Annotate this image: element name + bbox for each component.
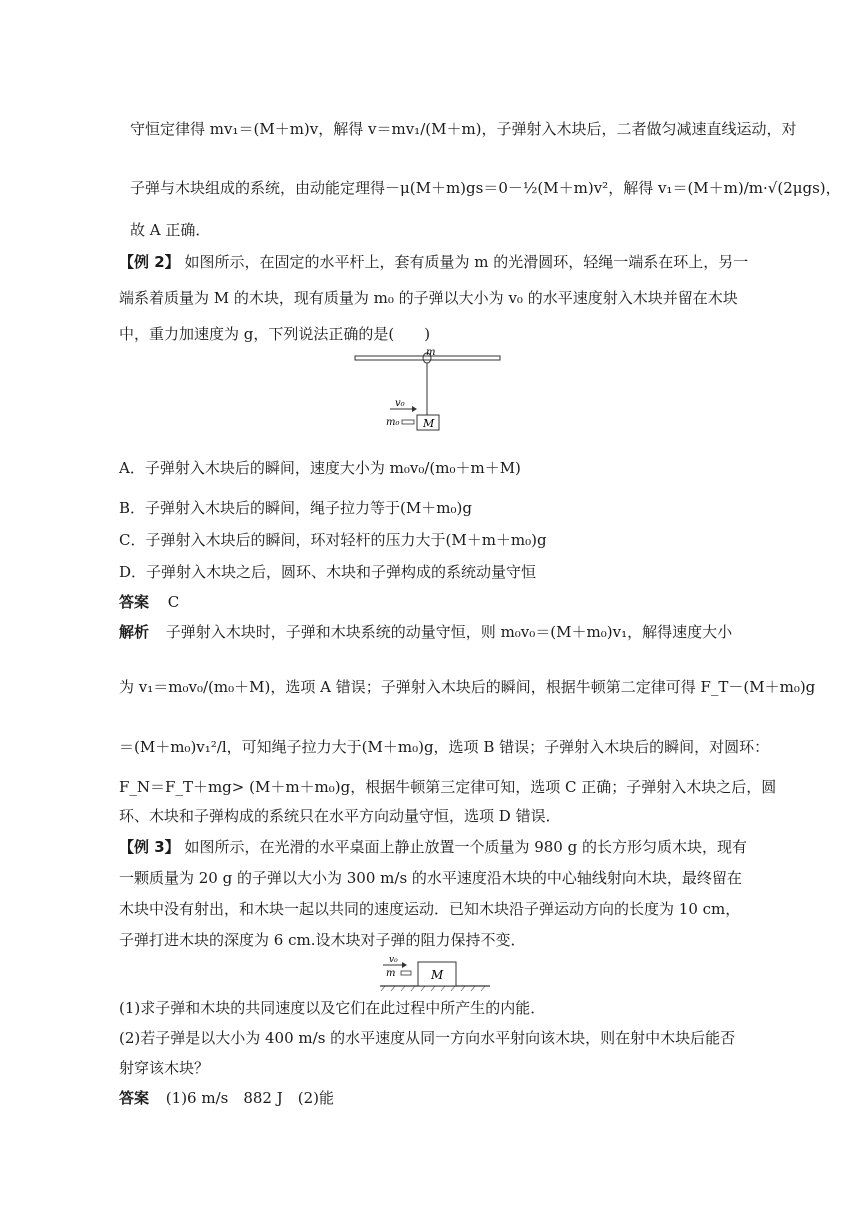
bullet [402, 420, 414, 424]
final-answer-line [119, 1088, 729, 1108]
analysis-line [119, 622, 733, 642]
example-3-line [119, 837, 747, 857]
text-line: 守恒定律得 mv₁＝(M＋m)v，解得 v＝mv₁/(M＋m)，子弹射入木块后，二者做匀减速直线运动，对 [130, 120, 797, 138]
velocity-label: v₀ [395, 398, 405, 409]
block-label: M [423, 417, 435, 430]
bullet [401, 971, 411, 975]
figure-bullet-block [375, 952, 495, 994]
analysis-text: 子弹射入木块时，子弹和木块系统的动量守恒，则 m₀v₀＝(M＋m₀)v₁，解得速度大小 [165, 623, 733, 641]
answer-text: (1)6 m/s 882 J (2)能 [165, 1089, 334, 1107]
text-line: 环、木块和子弹构成的系统只在水平方向动量守恒，选项 D 错误． [119, 807, 561, 825]
arrow-head [412, 406, 417, 412]
sub-question-1: (1)求子弹和木块的共同速度以及它们在此过程中所产生的内能． [119, 999, 546, 1017]
text-line: ＝(M＋m₀)v₁²/l，可知绳子拉力大于(M＋m₀)g，选项 B 错误；子弹射入木块后的瞬间，对圆环： [119, 738, 770, 756]
text-line: 中，重力加速度为 g，下列说法正确的是( ) [119, 325, 431, 343]
option-b: B．子弹射入木块后的瞬间，绳子拉力等于(M＋m₀)g [119, 499, 472, 517]
bullet-label: m [386, 968, 396, 979]
example-2-line [119, 252, 749, 272]
arrow-head [402, 962, 407, 968]
question-text: 如图所示，在固定的水平杆上，套有质量为 m 的光滑圆环，轻绳一端系在环上，另一 [184, 253, 749, 271]
text-line: 木块中没有射出，和木块一起以共同的速度运动．已知木块沿子弹运动方向的长度为 10 cm， [119, 900, 741, 918]
answer-tag: 答案 [119, 593, 150, 611]
text-line: 子弹打进木块的深度为 6 cm.设木块对子弹的阻力保持不变． [119, 931, 526, 949]
sub-question-2: (2)若子弹是以大小为 400 m/s 的水平速度从同一方向水平射向该木块，则在射中木块后能否 [119, 1029, 736, 1047]
analysis-tag: 解析 [119, 623, 150, 641]
option-d: D．子弹射入木块之后，圆环、木块和子弹构成的系统动量守恒 [119, 563, 537, 581]
question-text: 如图所示，在光滑的水平桌面上静止放置一个质量为 980 g 的长方形匀质木块，现有 [184, 838, 747, 856]
text-line: 子弹与木块组成的系统，由动能定理得－μ(M＋m)gs＝0－½(M＋m)v²，解得 v₁＝(M＋m)/m·√(2μgs)， [130, 179, 841, 197]
answer-tag: 答案 [119, 1089, 150, 1107]
answer-text: C [167, 593, 180, 611]
option-a: A．子弹射入木块后的瞬间，速度大小为 m₀v₀/(m₀＋m＋M) [119, 459, 521, 477]
answer-line [119, 592, 729, 612]
text-line: 一颗质量为 20 g 的子弹以大小为 300 m/s 的水平速度沿木块的中心轴线射向木块，最终留在 [119, 869, 742, 887]
text-line: F_N＝F_T＋mg> (M＋m＋m₀)g，根据牛顿第三定律可知，选项 C 正确；子弹射入木块之后，圆 [119, 778, 777, 796]
ring-label: m [426, 347, 436, 358]
text-line: 故 A 正确． [130, 221, 211, 239]
velocity-label: v₀ [389, 955, 398, 965]
example-tag: 【例 2】 [119, 253, 180, 271]
text-line: 端系着质量为 M 的木块，现有质量为 m₀ 的子弹以大小为 v₀ 的水平速度射入木块并留在木块 [119, 289, 738, 307]
example-tag: 【例 3】 [119, 838, 180, 856]
block-label: M [431, 968, 444, 982]
bullet-label: m₀ [386, 417, 400, 428]
option-c: C．子弹射入木块后的瞬间，环对轻杆的压力大于(M＋m＋m₀)g [119, 531, 547, 549]
hatching [381, 986, 485, 991]
figure-ring-block [350, 345, 510, 435]
text-line: 射穿该木块？ [119, 1059, 210, 1077]
text-line: 为 v₁＝m₀v₀/(m₀＋M)，选项 A 错误；子弹射入木块后的瞬间，根据牛顿第二定律可得 F_T－(M＋m₀)g [119, 678, 816, 696]
